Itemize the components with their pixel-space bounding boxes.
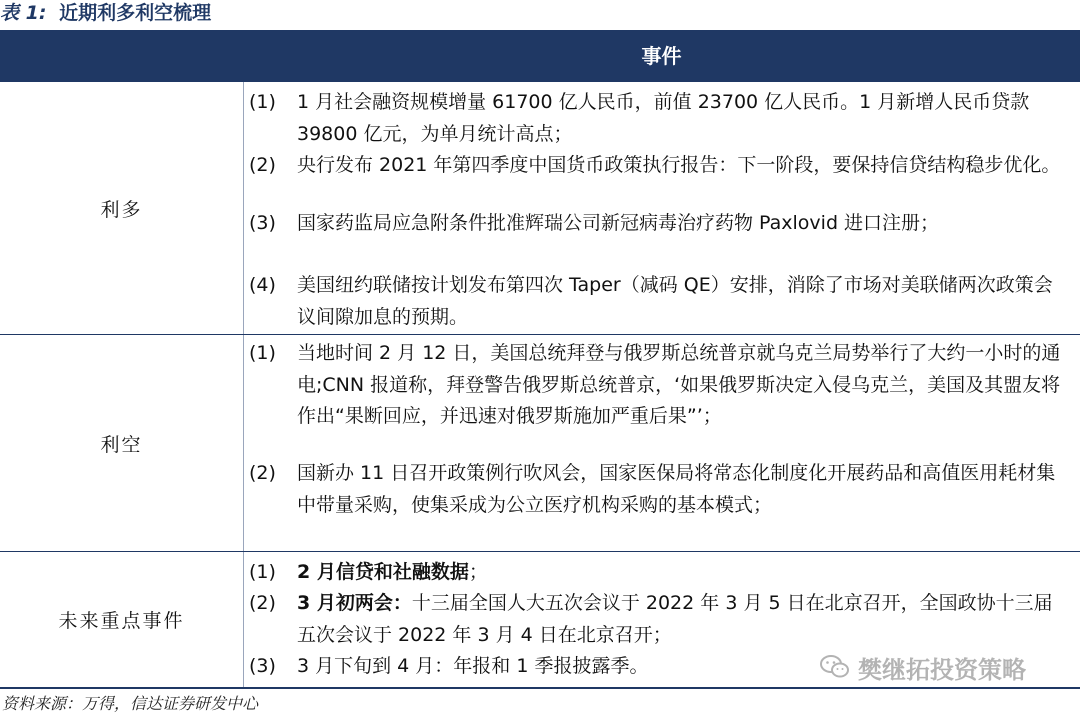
watermark-text: 樊继拓投资策略 xyxy=(858,655,1026,684)
table-header xyxy=(0,30,1080,82)
item-number: (3) xyxy=(249,655,276,677)
item-text: 3 月下旬到 4 月：年报和 1 季报披露季。 xyxy=(297,655,649,677)
item-text xyxy=(297,588,1067,651)
item-number: (1) xyxy=(249,561,276,583)
item-rest-text: 十三届全国人大五次会议于 2022 年 3 月 5 日在北京召开，全国政协十三届五次会议于 2022 年 3 月 4 日在北京召开； xyxy=(297,592,1053,646)
item-text: 美国纽约联储按计划发布第四次 Taper（减码 QE）安排，消除了市场对美联储两次政策会议间隙加息的预期。 xyxy=(297,274,1053,328)
row-category: 利多 xyxy=(0,82,244,334)
row-events xyxy=(243,335,1080,551)
table-row-bullish xyxy=(0,82,1080,334)
row-events xyxy=(243,82,1080,334)
item-text xyxy=(297,557,1067,589)
item-text: 国新办 11 日召开政策例行吹风会，国家医保局将常态化制度化开展药品和高值医用耗材集中带量采购，使集采成为公立医疗机构采购的基本模式； xyxy=(297,462,1056,516)
item-number: (2) xyxy=(249,592,276,614)
row-category: 未来重点事件 xyxy=(0,552,244,687)
item-number: (2) xyxy=(249,154,276,176)
item-number: (1) xyxy=(249,91,276,113)
item-number: (3) xyxy=(249,212,276,234)
item-number: (4) xyxy=(249,274,276,296)
item-text: 央行发布 2021 年第四季度中国货币政策执行报告：下一阶段，要保持信贷结构稳步优化。 xyxy=(297,154,1061,176)
watermark xyxy=(820,649,1026,685)
item-text: 国家药监局应急附条件批准辉瑞公司新冠病毒治疗药物 Paxlovid 进口注册； xyxy=(297,212,940,234)
item-bold-text: 3 月初两会： xyxy=(297,592,412,614)
header-event: 事件 xyxy=(641,44,682,68)
table-caption xyxy=(0,0,1080,27)
source-note: 资料来源：万得，信达证券研发中心 xyxy=(2,694,259,713)
table-bottom-rule xyxy=(0,687,1080,689)
row-category: 利空 xyxy=(0,335,244,551)
item-rest-text: ； xyxy=(468,561,488,583)
item-text: 1 月社会融资规模增量 61700 亿人民币，前值 23700 亿人民币。1 月新增人民币贷款 39800 亿元，为单月统计高点； xyxy=(297,91,1030,145)
item-number: (2) xyxy=(249,462,276,484)
item-text: 当地时间 2 月 12 日，美国总统拜登与俄罗斯总统普京就乌克兰局势举行了大约一小时的通电;CNN 报道称，拜登警告俄罗斯总统普京，‘如果俄罗斯决定入侵乌克兰，美国及其盟友将作出“果断回应，并迅速对俄罗斯施加严重后果”’； xyxy=(297,342,1061,427)
item-number: (1) xyxy=(249,342,276,364)
item-bold-text: 2 月信贷和社融数据 xyxy=(297,561,469,583)
caption-title: 近期利多利空梳理 xyxy=(59,2,212,24)
wechat-icon xyxy=(820,654,850,680)
table-row-bearish xyxy=(0,335,1080,551)
caption-prefix: 表 1: xyxy=(0,2,47,24)
header-category xyxy=(0,30,243,82)
